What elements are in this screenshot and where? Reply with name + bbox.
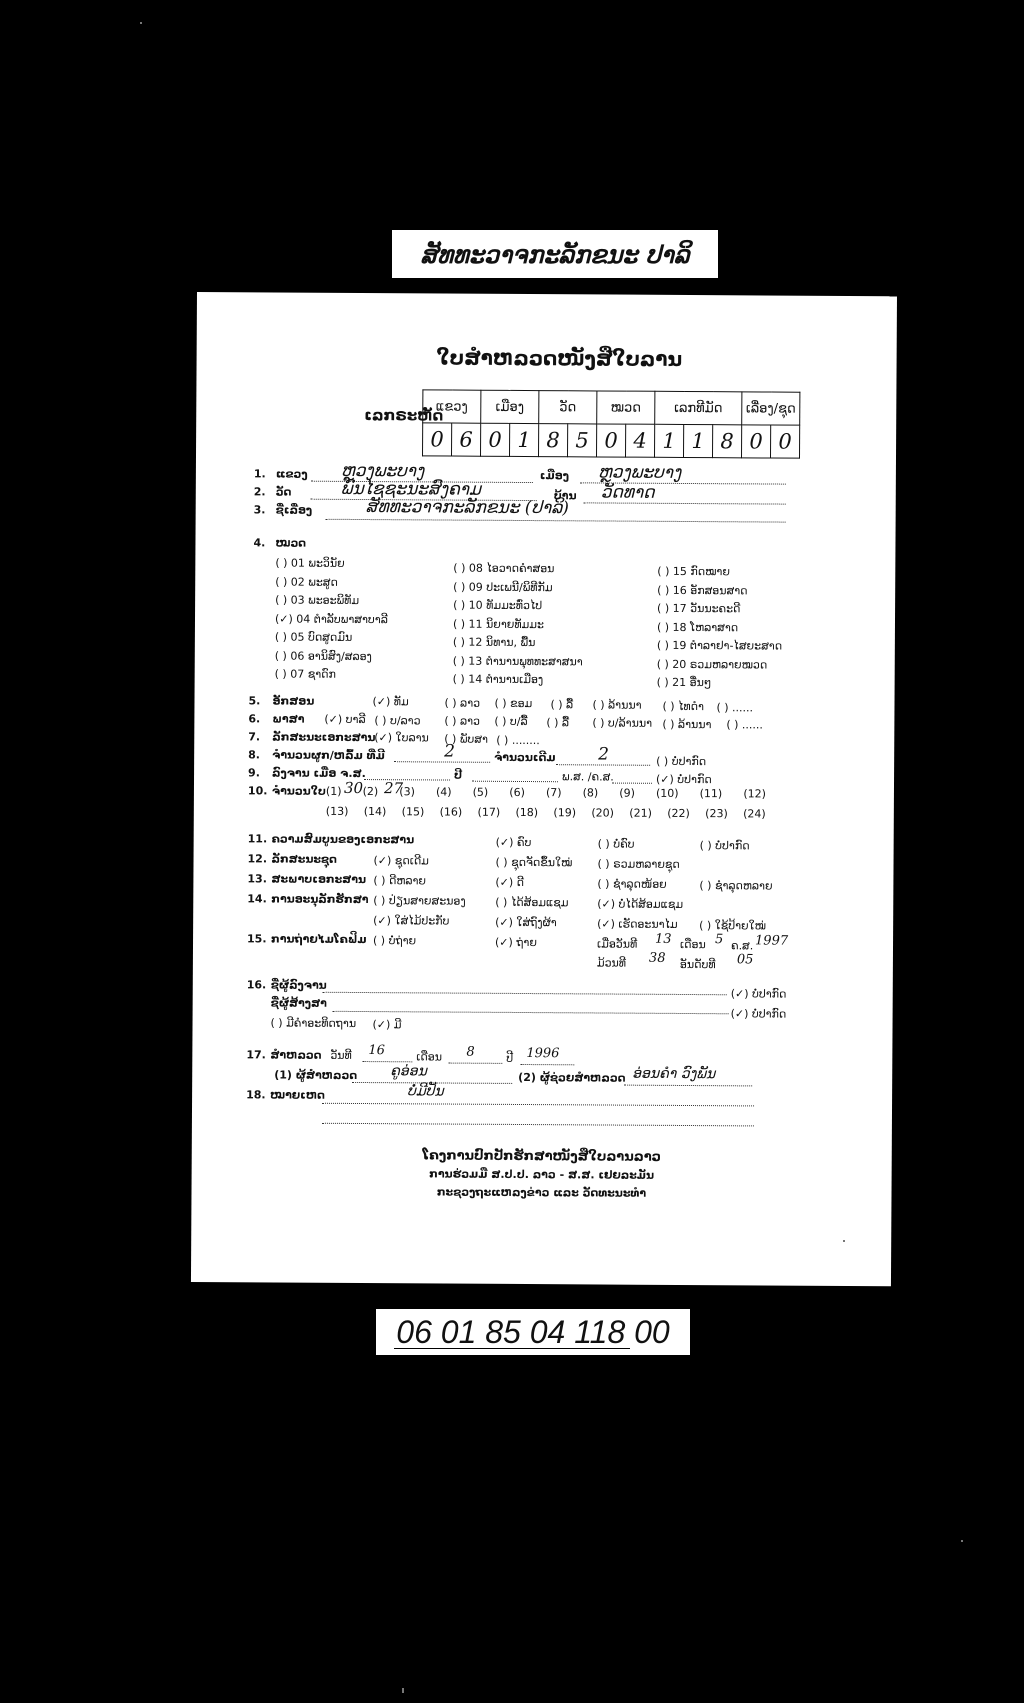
category-option[interactable]: ( ) 21 ອື່ນໆ [656,675,712,690]
footer-cooperation: ການຮ່ວມມື ສ.ປ.ປ. ລາວ - ສ.ສ. ເຢຍລະມັນ [429,1167,655,1182]
code-digit: 4 [625,424,654,457]
code-digit: 1 [654,424,683,457]
field-temple-label: ວັດ [275,485,292,499]
condition-option[interactable]: ( ) ຊຳລຸດໜ້ອຍ [597,877,667,891]
leaf-count-cell: (24) [743,807,766,821]
code-header-province: ແຂວງ [423,390,481,423]
footer-project-name: ໂຄງການປົກປັກຮັກສາໜັງສືໃບລານລາວ [422,1148,662,1165]
date-unknown-option[interactable]: (✓) ບໍ່ປາກົດ [655,772,712,787]
microfilm-day-value: 13 [655,931,672,947]
code-digit: 1 [683,424,712,457]
language-option[interactable]: (✓) ບາລີ [324,712,366,727]
field-6-number: 6. [248,712,261,726]
category-option[interactable]: ( ) 17 ວັນນະຄະດີ [657,601,741,616]
leaf-count-row-2 [326,805,766,821]
code-header-district: ເມືອງ [481,390,539,423]
category-column-1 [275,554,389,684]
field-9-number: 9. [248,766,260,780]
conservation-option[interactable]: ( ) ປ່ຽນສາຍສະນອງ [373,894,466,908]
leaf-count-cell: (17) [477,805,501,819]
category-option[interactable]: ( ) 20 ຣວມຫລາຍໝວດ [656,657,768,671]
dedication-option[interactable]: (✓) ມີ [372,1018,402,1032]
leaf-count-cell: (11) [699,787,723,801]
field-completeness-label: ຄວາມສົມບູນຂອງເອກະສານ [271,832,415,847]
microfilm-sequence-value: 05 [736,952,754,968]
field-original-count-value: 2 [598,744,610,765]
script-option[interactable]: ( ) ລ້ານນາ [592,698,642,712]
field-12-number: 12. [247,852,268,866]
field-language-label: ພາສາ [272,712,305,726]
field-11-number: 11. [247,832,268,846]
language-option[interactable]: ( ) ...... [726,718,763,732]
script-option[interactable]: ( ) ໄທດຳ [662,699,705,714]
code-table [422,389,800,458]
microfilm-date-label: ເມື່ອວັນທີ [596,937,638,951]
field-scribe-label: ຊື່ຜູ້ລົງຈານ [270,978,327,992]
code-digit: 1 [510,423,539,456]
leaf-count-cell: (7) [545,786,562,800]
field-temple-value: ພົນໄຊຊະນະສົງຄາມ [340,478,481,500]
reference-number-text: 06 01 85 04 118 00 [396,1313,670,1350]
code-digit: 8 [539,424,568,457]
field-script-label: ອັກສອນ [272,694,315,708]
category-option[interactable]: ( ) 05 ບົດສູດມົນ [274,630,353,644]
condition-option[interactable]: ( ) ຊຳລຸດຫລາຍ [699,879,773,893]
field-5-number: 5. [248,694,261,708]
code-digit: 8 [712,425,741,458]
leaf-count-cell: (21) [629,806,652,820]
category-option[interactable]: ( ) 12 ນິທານ, ພື້ນ [452,635,536,650]
category-option[interactable]: ( ) 03 ພະອະພິທັມ [275,593,360,607]
document-type-option[interactable]: ( ) ພັບສາ [444,732,488,746]
field-district-value: ຫຼວງພະບາງ [597,462,682,483]
conservation-option[interactable]: (✓) ບໍ່ໄດ້ສ້ອມແຊມ [597,897,684,911]
field-condition-label: ສະພາບເອກະສານ [271,872,367,887]
field-title-value: ສັທທະວາຈກະລັກຂນະ (ປາລິ) [365,497,569,519]
field-original-count-label: ຈຳນວນເດີມ [494,750,556,765]
field-year-label: ປີ [454,768,463,782]
footer-ministry: ກະຊວງຖະແຫລງຂ່າວ ແລະ ວັດທະນະທຳ [436,1185,647,1200]
field-category-label: ໝວດ [275,536,307,550]
survey-day-value: 16 [368,1043,385,1059]
microfilm-option[interactable]: ( ) ບໍ່ຖ່າຍ [373,934,417,948]
code-digit: 0 [596,424,625,457]
language-option[interactable]: ( ) ລ້ານນາ [662,717,712,732]
category-option[interactable]: ( ) 19 ຕຳລາຢາ-ໄສຍະສາດ [656,638,783,653]
leaf-count-cell: (22) [667,806,690,821]
set-type-option[interactable]: ( ) ຊຸດຈັດຂຶ້ນໃໝ່ [495,855,573,870]
language-option[interactable]: ( ) ບ/ລື້ [494,714,528,729]
field-title-label: ຊື່ເລື່ອງ [275,503,313,517]
field-fascicle-count-label: ຈຳນວນຜູກ/ຫລົ້ມ ທີ່ມີ [272,748,385,763]
leaf-count-cell: (9) [619,786,635,800]
leaf-count-cell: (10) [655,786,679,800]
category-option[interactable]: ( ) 09 ປະເພນີ/ພິທີກັມ [453,580,553,594]
code-digit: 0 [481,423,510,456]
category-option[interactable]: ( ) 10 ທັມມະທົ່ວໄປ [453,598,543,613]
category-option[interactable]: (✓) 04 ຕຳລັບພາສາບາລີ [274,611,388,626]
category-column-3 [657,563,783,693]
field-15-number: 15. [247,932,267,946]
code-header-category: ໝວດ [597,391,655,424]
field-10-number: 10. [247,784,268,798]
category-option[interactable]: ( ) 11 ນິຍາຍທັມມະ [452,617,545,631]
survey-year-value: 1996 [526,1046,560,1062]
document-type-option[interactable]: ( ) ........ [496,733,540,748]
completeness-option[interactable]: ( ) ບໍ່ປາກົດ [699,839,750,853]
document-type-option[interactable]: (✓) ໃບລານ [374,731,429,745]
field-set-type-label: ລັກສະນະຊຸດ [271,852,337,866]
reference-number-label [376,1309,690,1355]
code-digit-row [423,423,800,458]
conservation-option[interactable]: ( ) ໃຊ້ປ້າຍໃໝ່ [699,919,767,933]
category-option[interactable]: ( ) 14 ຕຳນານເມືອງ [452,672,544,687]
assistant-label: (2) ຜູ້ຊ່ວຍສຳຫລວດ [518,1070,626,1085]
script-option[interactable]: ( ) ລື້ [550,698,574,712]
category-option[interactable]: ( ) 02 ພະສູດ [275,574,338,589]
survey-day-label: ວັນທີ [330,1048,352,1062]
form-title: ໃບສຳຫລວດໜັງສືໃບລານ [436,345,683,371]
field-17-number: 17. [246,1048,266,1062]
dedication-option[interactable]: ( ) ມີຄຳອະທິດຖານ [270,1016,357,1030]
code-header-bundle: ເລກທີມັດ [655,391,742,425]
field-village-value: ວັດທາດ [600,482,655,503]
leaf-count-cell: (16) [439,805,463,819]
leaf-count-cell: (14) [363,805,387,819]
code-digit: 6 [452,423,481,456]
remarks-value: ບໍ່ມີປັນ [407,1083,444,1100]
field-sponsor-label: ຊື່ຜູ້ສ້າງສາ [270,996,327,1010]
field-13-number: 13. [247,872,267,886]
language-option[interactable]: ( ) ລື້ [546,716,570,730]
field-18-number: 18. [246,1088,266,1102]
field-conservation-label: ການອະນຸລັກຮັກສາ [271,892,369,907]
leaf-count-cell: (23) [705,807,728,821]
category-option[interactable]: ( ) 16 ອັກສອນສາດ [657,583,748,597]
survey-form-sheet [191,292,897,1286]
leaf-count-value-2: 27 [383,779,404,798]
conservation-option[interactable]: ( ) ໄດ້ສ້ອມແຊມ [495,895,569,910]
assistant-value: ອ່ອນຄຳ ວົງພັນ [632,1065,716,1083]
language-option[interactable]: ( ) ບ/ລ້ານນາ [592,716,653,730]
category-option[interactable]: ( ) 06 ອານິສົງ/ສລອງ [274,648,372,663]
surveyor-value: ຄູອ່ອນ [390,1063,427,1080]
code-header-temple: ວັດ [539,391,597,424]
field-inscription-date-label: ລົງຈານ ເມື່ອ ຈ.ສ. [272,766,366,781]
field-village-label: ບ້ານ [553,489,577,503]
field-document-type-label: ລັກສະນະເອກະສານ [272,730,376,745]
field-3-number: 3. [253,503,266,517]
scribe-unknown-option[interactable]: (✓) ບໍ່ປາກົດ [730,987,787,1001]
field-survey-label: ສຳຫລວດ [270,1048,322,1062]
field-microfilm-label: ການຖ່າຍໄມໂຄຟິມ [271,932,367,947]
field-2-number: 2. [253,485,266,499]
microfilm-month-label: ເດືອນ [679,937,706,952]
leaf-count-cell: (15) [401,805,425,819]
category-option[interactable]: ( ) 13 ຕຳນານພຸທທະສາສນາ [452,654,583,668]
category-option[interactable]: ( ) 07 ຊາດົກ [274,667,336,681]
survey-year-label: ປີ [506,1051,514,1065]
code-label: ເລກຣະຫັດ [364,406,444,425]
leaf-count-cell: (6) [509,785,525,800]
field-4-number: 4. [253,536,266,550]
field-fascicle-count-value: 2 [444,741,456,762]
conservation-option[interactable]: (✓) ເຮັດອະນາໄມ [597,917,678,931]
condition-option[interactable]: ( ) ດີຫລາຍ [373,874,427,888]
script-option[interactable]: ( ) ...... [716,701,754,715]
leaf-count-cell: (5) [472,785,489,799]
code-header-text-set: ເລື່ອງ/ຊຸດ [742,392,800,425]
microfilm-month-value: 5 [715,932,724,948]
conservation-option[interactable]: (✓) ໃສ່ຖົງຜ້າ [495,915,557,930]
code-digit: 0 [423,423,452,456]
field-14-number: 14. [247,892,267,906]
category-column-2 [453,560,584,690]
document-title-label: ສັທທະວາຈກະລັກຂນະ ປາລິ [392,230,718,278]
microfilm-option[interactable]: (✓) ຖ່າຍ [494,935,537,950]
leaf-count-value-1: 30 [343,778,364,798]
conservation-option[interactable]: (✓) ໃສ່ໄມ້ປະກັບ [373,914,450,928]
microfilm-year-label: ຄ.ສ. [730,939,754,953]
leaf-count-cell: (4) [435,785,452,799]
field-1-number: 1. [253,467,266,481]
script-option[interactable]: (✓) ທັມ [372,695,409,709]
code-digit: 5 [568,424,597,457]
field-16-number: 16. [246,978,267,992]
set-type-option[interactable]: (✓) ຊຸດເດີມ [373,854,429,868]
sponsor-unknown-option[interactable]: (✓) ບໍ່ປາກົດ [730,1007,787,1021]
category-option[interactable]: ( ) 15 ກົດໝາຍ [657,564,730,579]
field-7-number: 7. [248,730,261,744]
microfilm-roll-label: ມ້ວນທີ [596,956,627,970]
field-remarks-label: ໝາຍເຫດ [270,1088,325,1102]
leaf-count-cell: (2) [362,785,379,799]
leaf-count-cell: (19) [553,806,577,820]
leaf-count-cell: (3) [399,785,415,799]
language-option[interactable]: ( ) ລາວ [444,714,481,728]
leaf-count-cell: (1) [325,784,342,798]
leaf-count-cell: (20) [591,806,615,820]
field-leaf-count-label: ຈຳນວນໃບ [271,784,326,798]
set-type-option[interactable]: ( ) ຣວມຫລາຍຊຸດ [597,857,680,871]
leaf-count-cell: (12) [743,787,766,801]
condition-option[interactable]: (✓) ດີ [495,875,525,890]
survey-month-label: ເດືອນ [416,1050,443,1064]
category-option[interactable]: ( ) 01 ພະວິນັຍ [275,556,345,570]
code-digit: 0 [741,425,770,458]
field-8-number: 8. [248,748,261,762]
field-district-label: ເມືອງ [539,469,570,483]
completeness-option[interactable]: ( ) ບໍ່ຄົບ [597,837,635,851]
field-province-value: ຫຼວງພະບາງ [340,460,425,482]
script-option[interactable]: ( ) ຂອມ [494,696,533,711]
completeness-option[interactable]: (✓) ຄົບ [495,835,532,850]
surveyor-label: (1) ຜູ້ສຳຫລວດ [274,1068,358,1082]
microfilm-sequence-label: ອັນດັບທີ [679,957,716,972]
field-era-label: ພ.ສ. /ຄ.ສ. [562,770,614,784]
code-header-row [423,390,800,425]
survey-month-value: 8 [466,1044,475,1060]
category-option[interactable]: ( ) 08 ໄອວາດຄຳສອນ [453,561,555,576]
fascicle-unknown-option[interactable]: ( ) ບໍ່ປາກົດ [656,754,707,769]
language-option[interactable]: ( ) ບ/ລາວ [374,714,421,728]
leaf-count-cell: (18) [515,805,539,820]
leaf-count-cell: (13) [325,804,349,818]
field-province-label: ແຂວງ [275,467,308,481]
category-option[interactable]: ( ) 18 ໂຫລາສາດ [656,620,739,634]
leaf-count-cell: (8) [582,786,599,800]
code-digit: 0 [770,425,799,458]
microfilm-year-value: 1997 [755,933,789,949]
microfilm-roll-value: 38 [648,950,666,966]
script-option[interactable]: ( ) ລາວ [444,696,481,710]
